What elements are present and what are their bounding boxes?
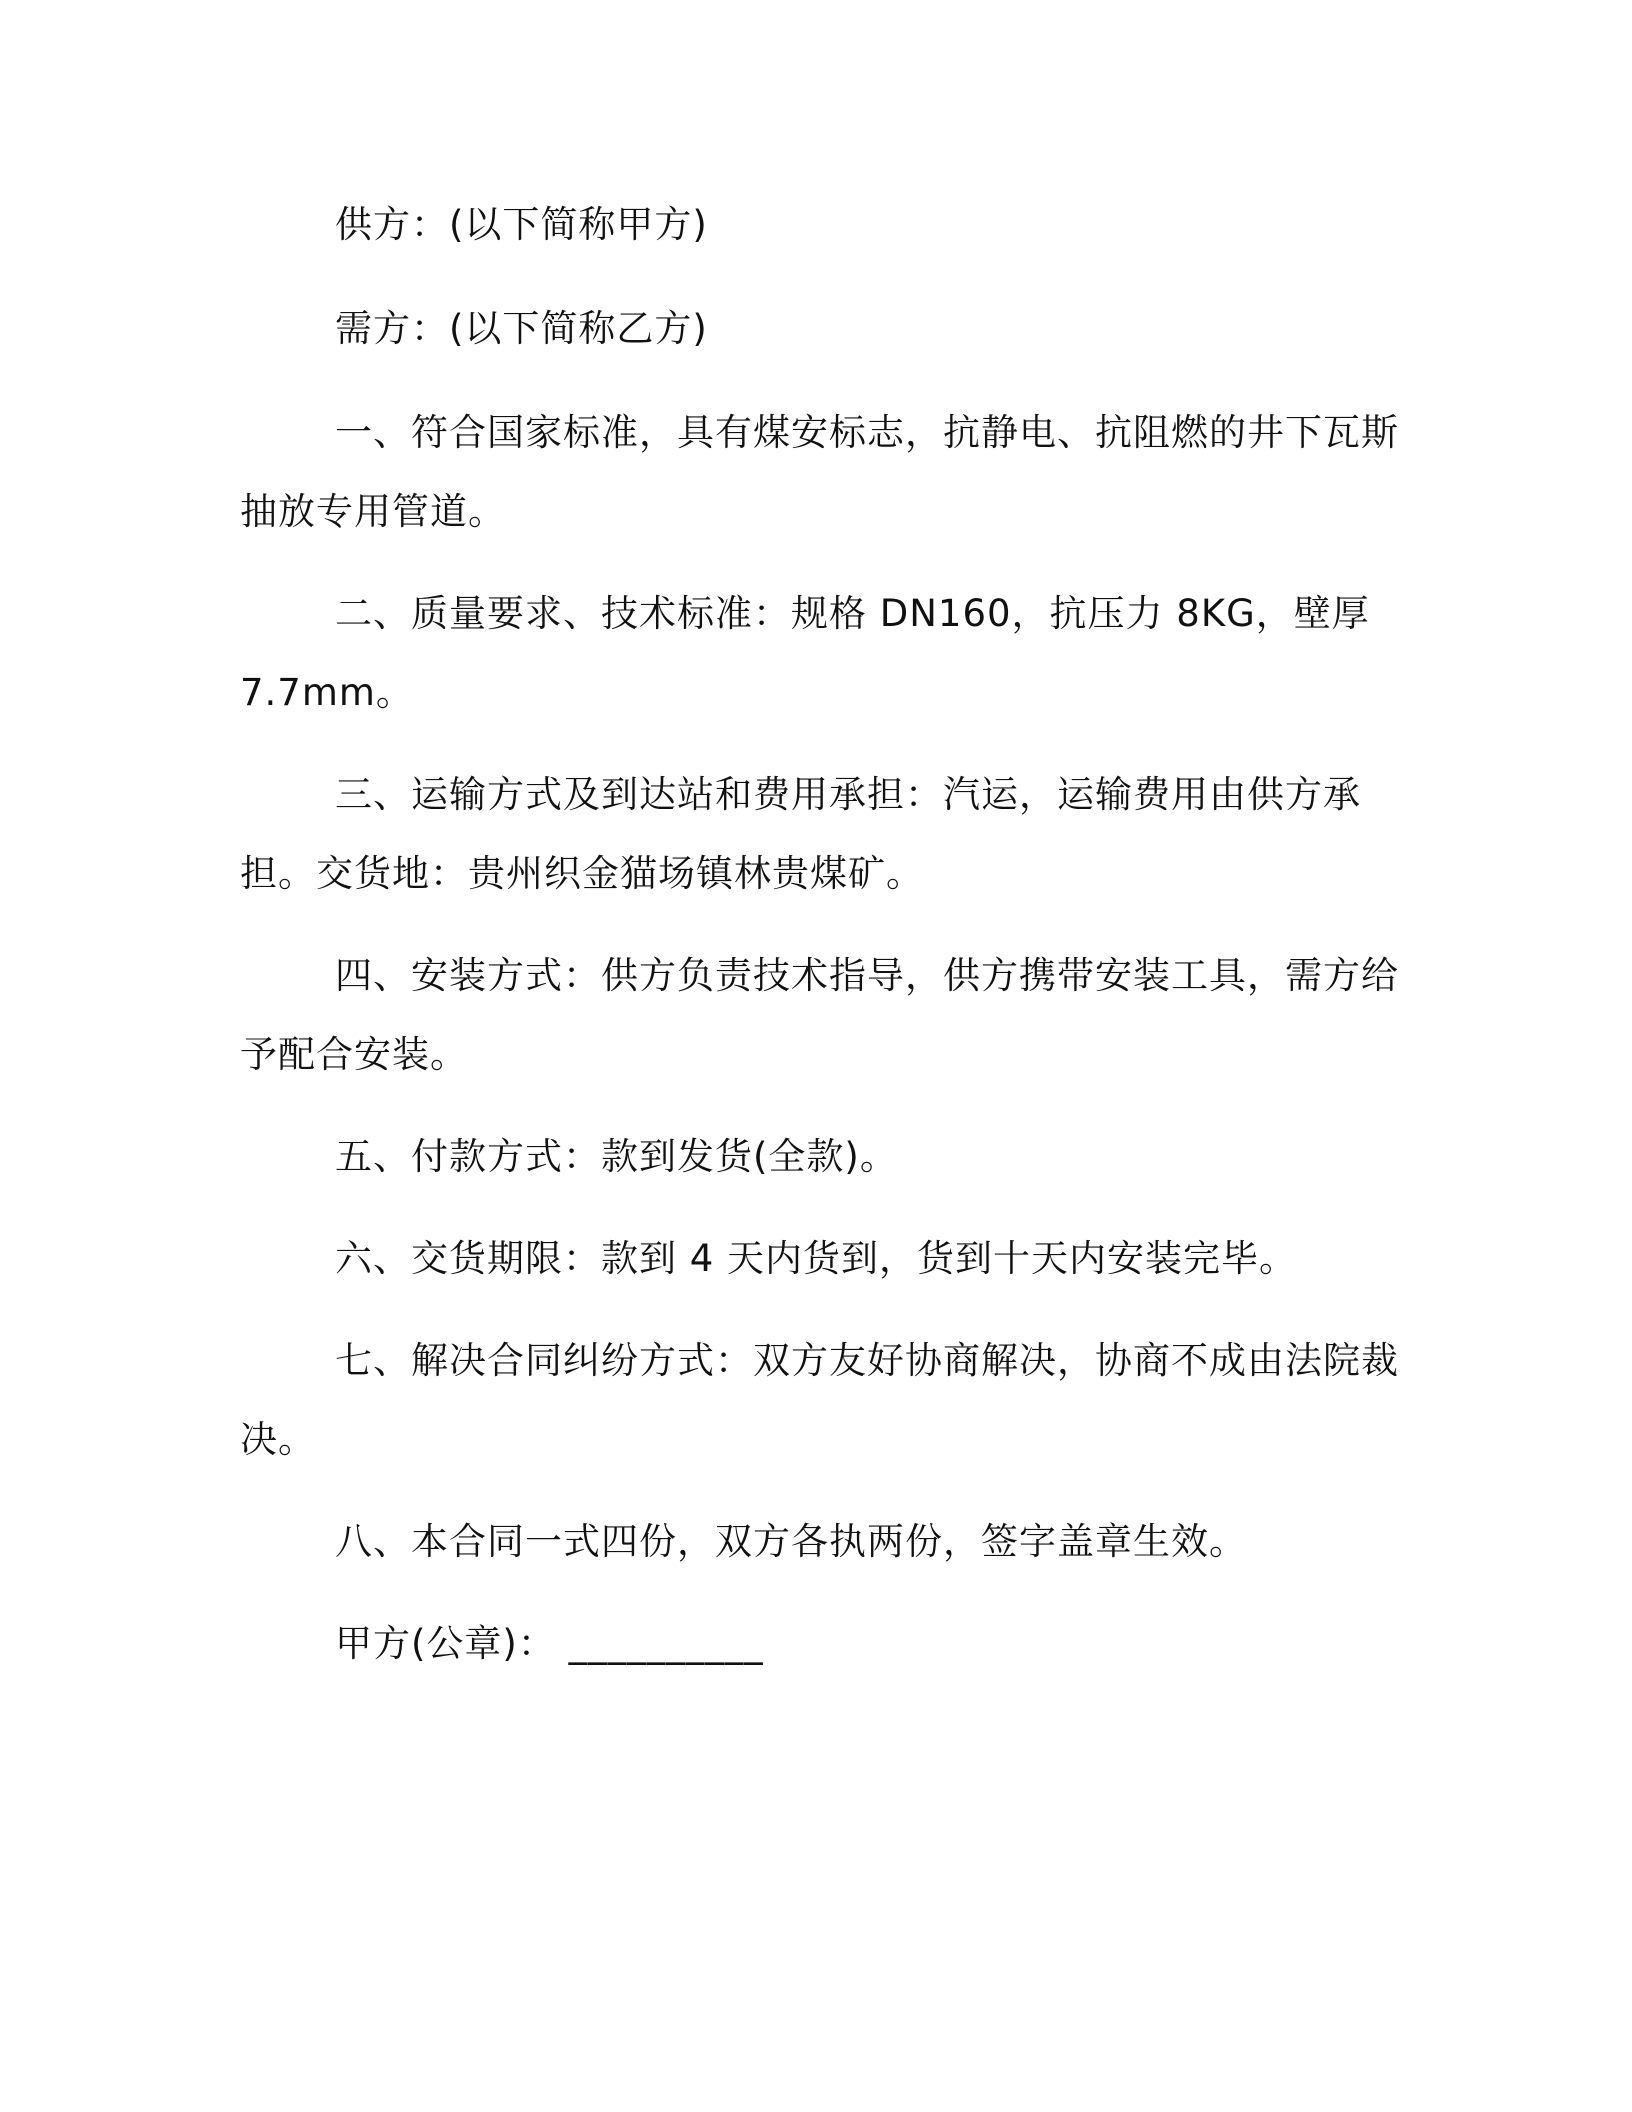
clause-6: 六、交货期限：款到 4 天内货到，货到十天内安装完毕。 bbox=[335, 1237, 1298, 1280]
clause-2: 二、质量要求、技术标准：规格 DN160，抗压力 8KG，壁厚 7.7mm。 bbox=[240, 592, 1370, 714]
clause-1: 一、符合国家标准，具有煤安标志，抗静电、抗阻燃的井下瓦斯抽放专用管道。 bbox=[240, 411, 1399, 533]
buyer-line: 需方：(以下简称乙方) bbox=[335, 307, 708, 350]
clause-7: 七、解决合同纠纷方式：双方友好协商解决，协商不成由法院裁决。 bbox=[240, 1339, 1399, 1461]
supplier-line: 供方：(以下简称甲方) bbox=[335, 203, 708, 246]
party-a-signature-blank: __________ bbox=[568, 1622, 764, 1665]
clause-4: 四、安装方式：供方负责技术指导，供方携带安装工具，需方给予配合安装。 bbox=[240, 954, 1399, 1076]
party-a-label: 甲方(公章)： bbox=[335, 1622, 556, 1665]
clause-8: 八、本合同一式四份，双方各执两份，签字盖章生效。 bbox=[335, 1520, 1247, 1563]
clause-3: 三、运输方式及到达站和费用承担：汽运，运输费用由供方承担。交货地：贵州织金猫场镇林贵煤矿。 bbox=[240, 773, 1361, 895]
clause-5: 五、付款方式：款到发货(全款)。 bbox=[335, 1135, 898, 1178]
contract-body bbox=[240, 185, 1400, 1683]
party-a-signature bbox=[240, 1604, 1400, 1683]
